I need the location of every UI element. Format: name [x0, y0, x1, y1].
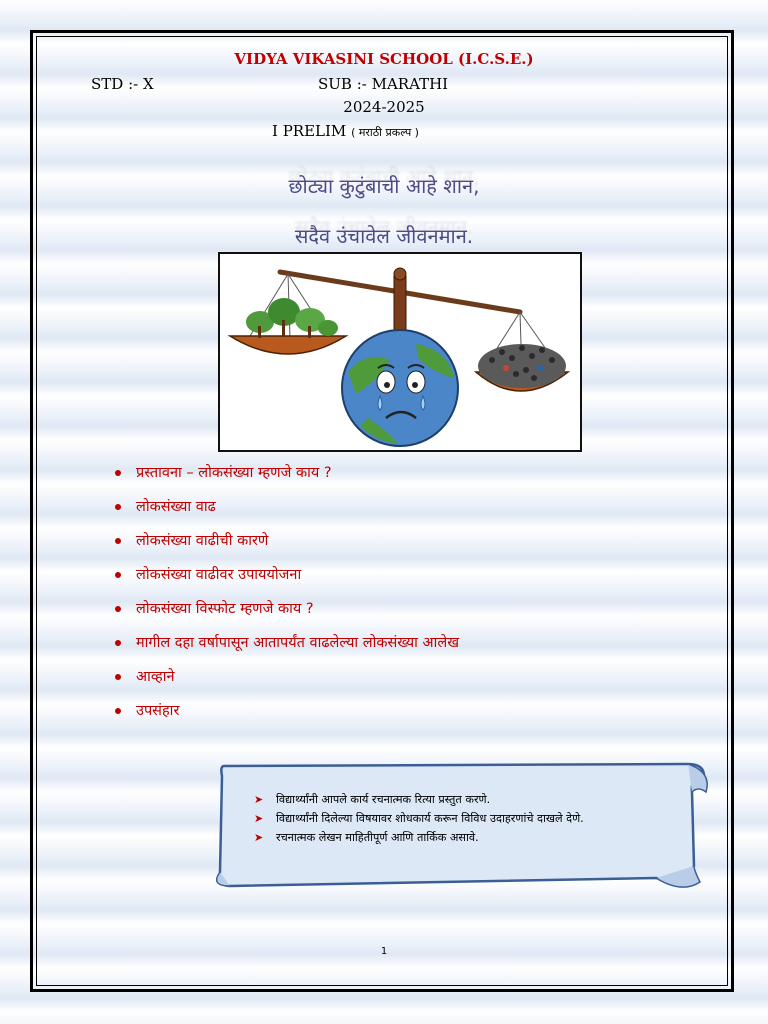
- arrow-right-icon: ➤: [254, 812, 264, 825]
- bullet-icon: [115, 640, 121, 646]
- list-item: लोकसंख्या वाढ: [110, 496, 459, 530]
- academic-year: 2024-2025: [343, 98, 425, 116]
- list-item: ➤ विद्यार्थ्यांनी दिलेल्या विषयावर शोधकार्य करून विविध उदाहरणांचे दाखले देणे.: [254, 812, 584, 825]
- bullet-icon: [115, 606, 121, 612]
- list-item: लोकसंख्या विस्फोट म्हणजे काय ?: [110, 598, 459, 632]
- list-item: प्रस्तावना – लोकसंख्या म्हणजे काय ?: [110, 462, 459, 496]
- list-item: ➤ रचनात्मक लेखन माहितीपूर्ण आणि तार्किक असावे.: [254, 831, 479, 844]
- page-number: 1: [380, 946, 388, 957]
- standard-label: STD :- X: [91, 75, 154, 93]
- bullet-icon: [115, 504, 121, 510]
- list-item: मागील दहा वर्षापासून आतापर्यंत वाढलेल्या लोकसंख्या आलेख: [110, 632, 459, 666]
- bullet-icon: [115, 470, 121, 476]
- list-item: लोकसंख्या वाढीवर उपाययोजना: [110, 564, 459, 598]
- bullet-icon: [115, 674, 121, 680]
- list-item: उपसंहार: [110, 700, 459, 734]
- list-item: ➤ विद्यार्थ्यांनी आपले कार्य रचनात्मक रित्या प्रस्तुत करणे.: [254, 793, 491, 806]
- slogan-line-1: छोट्या कुटुंबाची आहे शान,: [288, 174, 480, 198]
- topic-list: [110, 462, 459, 734]
- bullet-icon: [115, 572, 121, 578]
- subject-label: SUB :- MARATHI: [318, 75, 449, 93]
- instruction-list: [254, 792, 584, 849]
- arrow-right-icon: ➤: [254, 831, 264, 844]
- exam-name: I PRELIM: [272, 122, 347, 140]
- tree-icon: [246, 298, 338, 338]
- school-name: VIDYA VIKASINI SCHOOL (I.C.S.E.): [234, 50, 534, 68]
- crowd-icon: [478, 344, 566, 388]
- bullet-icon: [115, 708, 121, 714]
- bullet-icon: [115, 538, 121, 544]
- exam-note: ( मराठी प्रकल्प ): [351, 126, 419, 139]
- exam-title: [272, 122, 419, 140]
- list-item: लोकसंख्या वाढीची कारणे: [110, 530, 459, 564]
- balance-scale-illustration: [218, 252, 582, 452]
- arrow-right-icon: ➤: [254, 793, 264, 806]
- list-item: आव्हाने: [110, 666, 459, 700]
- slogan-line-2: सदैव उंचावेल जीवनमान.: [294, 224, 474, 248]
- crying-earth-icon: [342, 330, 458, 446]
